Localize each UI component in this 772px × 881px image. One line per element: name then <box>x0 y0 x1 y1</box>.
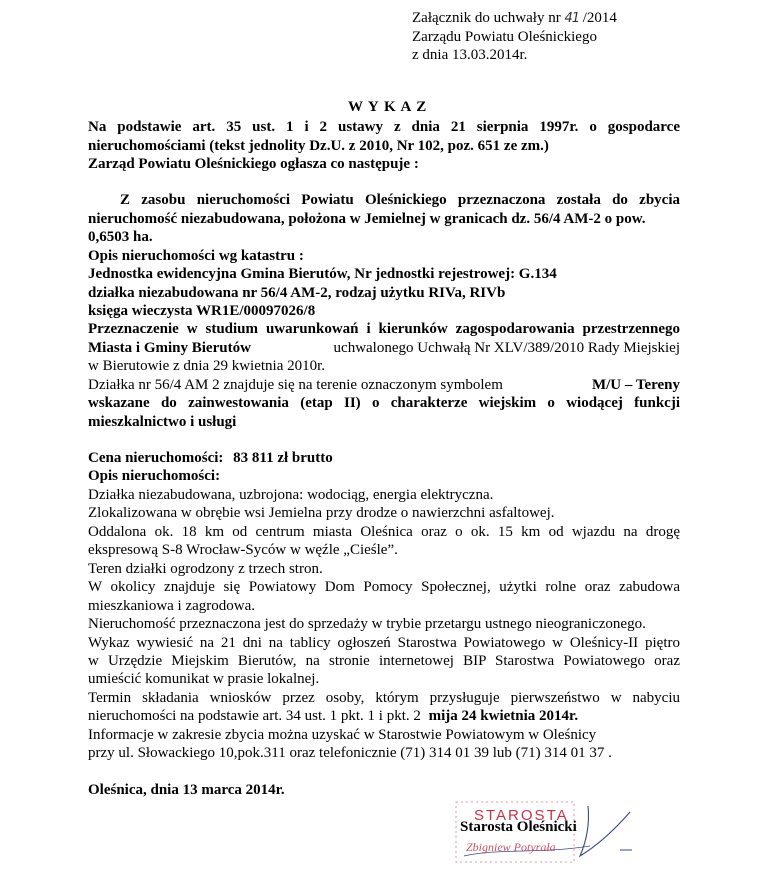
info-line-2: przy ul. Słowackiego 10,pok.311 oraz telefonicznie (71) 314 01 39 lub (71) 314 01 37 . <box>88 745 612 761</box>
study-resolution: uchwalonego Uchwałą Nr XLV/389/2010 Rady Miejskiej <box>333 340 680 356</box>
info-line-1: Informacje w zakresie zbycia można uzyskać w Starostwie Powiatowym w Oleśnicy <box>88 727 597 743</box>
description-line: w Urzędzie Miejskim Bierutów, na stronie internetowej BIP Starostwa Powiatowego oraz <box>88 653 680 669</box>
annex-line-1 <box>412 9 617 29</box>
cadastre-line-1: Jednostka ewidencyjna Gmina Bierutów, Nr jednostki rejestrowej: G.134 <box>88 266 557 282</box>
intro-line-2: nieruchomościami (tekst jednolity Dz.U. z 2010, Nr 102, poz. 651 ze zm.) <box>88 138 549 154</box>
deadline-line <box>88 707 578 726</box>
annex-prefix: Załącznik do uchwały nr <box>412 10 561 26</box>
study-line-1: Przeznaczenie w studium uwarunkowań i kierunków zagospodarowania przestrzennego <box>88 321 680 337</box>
description-line: Działka niezabudowana, uzbrojona: wodociąg, energia elektryczna. <box>88 487 494 503</box>
deadline-date: mija 24 kwietnia 2014r. <box>428 708 579 724</box>
description-line: W okolicy znajduje się Powiatowy Dom Pomocy Społecznej, użytki rolne oraz zabudowa <box>88 579 680 595</box>
study-line-5: wskazane do zainwestowania (etap II) o charakterze wiejskim o wiodącej funkcji <box>88 395 680 411</box>
study-line-4 <box>88 376 680 395</box>
para1-line-1: Z zasobu nieruchomości Powiatu Oleśnickiego przeznaczona została do zbycia <box>120 192 680 208</box>
description-line: Oddalona ok. 18 km od centrum miasta Oleśnica oraz o ok. 15 km od wjazdu na drogę <box>88 524 680 540</box>
annex-number: 41 <box>564 11 579 26</box>
signature-stroke <box>580 806 630 856</box>
cadastre-line-3: księga wieczysta WR1E/00097026/8 <box>88 303 316 319</box>
description-line: ekspresową S-8 Wrocław-Syców w węźle „Cieśle”. <box>88 542 398 558</box>
signatory-title: Starosta Oleśnicki <box>460 819 577 835</box>
price-label: Cena nieruchomości: <box>88 450 224 466</box>
study-line-6: mieszkalnictwo i usługi <box>88 414 237 430</box>
price-value: 83 811 zł brutto <box>233 450 333 466</box>
description-line: umieścić komunikat w prasie lokalnej. <box>88 671 320 687</box>
annex-line-3: z dnia 13.03.2014r. <box>412 47 528 63</box>
description-line: Teren działki ogrodzony z trzech stron. <box>88 561 323 577</box>
para1-line-2: nieruchomość niezabudowana, położona w Jemielnej w granicach dz. 56/4 AM-2 o pow. <box>88 211 646 227</box>
study-municipality: Miasta i Gminy Bierutów <box>88 340 251 356</box>
description-heading: Opis nieruchomości: <box>88 468 221 484</box>
cadastre-line-2: działka niezabudowana nr 56/4 AM-2, rodzaj użytku RIVa, RIVb <box>88 285 506 301</box>
description-line: Termin składania wniosków przez osoby, którym przysługuje pierwszeństwo w nabyciu <box>88 690 680 706</box>
description-line: mieszkaniowa i zagrodowa. <box>88 598 256 614</box>
stamp-text: STAROSTA <box>474 807 569 824</box>
annex-suffix: /2014 <box>582 10 617 26</box>
study-line-3: w Bierutowie z dnia 29 kwietnia 2010r. <box>88 358 326 374</box>
annex-line-2: Zarządu Powiatu Oleśnickiego <box>412 29 597 45</box>
study-plot-location: Działka nr 56/4 AM 2 znajduje się na terenie oznaczonym symbolem <box>88 377 503 393</box>
price-line <box>88 449 333 468</box>
description-line: Wykaz wywiesić na 21 dni na tablicy ogłoszeń Starostwa Powiatowego w Oleśnicy-II piętro <box>88 635 680 651</box>
para1-line-3: 0,6503 ha. <box>88 229 153 245</box>
intro-line-3: Zarząd Powiatu Oleśnickiego ogłasza co następuje : <box>88 156 419 172</box>
study-symbol: M/U – Tereny <box>591 377 680 393</box>
deadline-prefix: nieruchomości na podstawie art. 34 ust. 1 pkt. 1 i pkt. 2 <box>88 708 421 724</box>
intro-line-1: Na podstawie art. 35 ust. 1 i 2 ustawy z dnia 21 sierpnia 1997r. o gospodarce <box>88 119 680 135</box>
signatory-name: Zbigniew Potyrała <box>466 840 556 854</box>
cadastre-heading: Opis nieruchomości wg katastru : <box>88 248 304 264</box>
description-line: Nieruchomość przeznaczona jest do sprzedaży w trybie przetargu ustnego nieograniczonego. <box>88 616 646 632</box>
place-date: Oleśnica, dnia 13 marca 2014r. <box>88 782 285 798</box>
study-line-2 <box>88 339 680 358</box>
page-title: W Y K A Z <box>348 99 428 115</box>
description-line: Zlokalizowana w obrębie wsi Jemielna przy drodze o nawierzchni asfaltowej. <box>88 505 555 521</box>
